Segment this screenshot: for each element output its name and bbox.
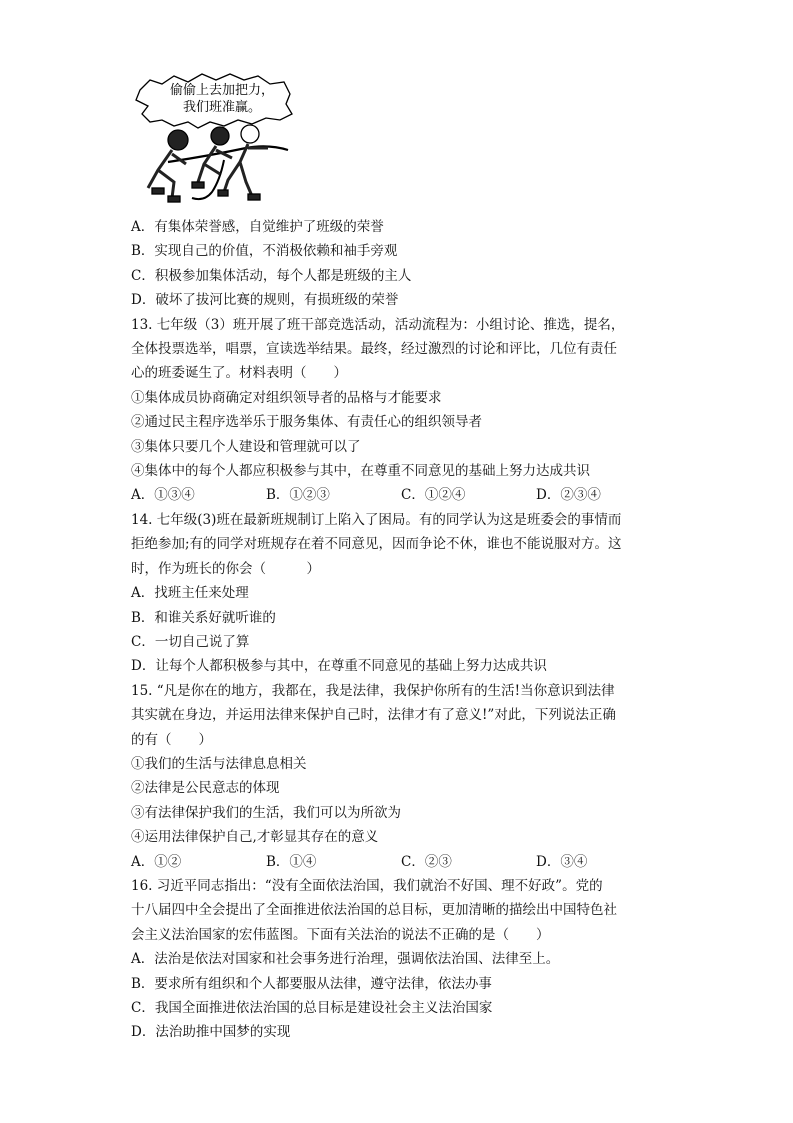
q16-option-b: B．要求所有组织和个人都要服从法律，遵守法律，依法办事: [131, 975, 492, 992]
q15-item-4: ④运用法律保护自己,才彰显其存在的意义: [131, 829, 379, 846]
q12-options: [131, 215, 671, 313]
q15-stem-line: 的有（ ）: [131, 731, 212, 748]
q15-item-1: ①我们的生活与法律息息相关: [131, 755, 307, 772]
q14-option-a: A．找班主任来处理: [131, 585, 249, 602]
q15-stem-line: 15. “凡是你在的地方，我都在，我是法律，我保护你所有的生活!当你意识到法律: [131, 682, 615, 699]
question-14: [131, 508, 671, 679]
q16-option-c: C．我国全面推进依法治国的总目标是建设社会主义法治国家: [131, 1000, 493, 1016]
q13-item-3: ③集体只要几个人建设和管理就可以了: [131, 438, 361, 455]
q15-item-3: ③有法律保护我们的生活，我们可以为所欲为: [131, 804, 401, 821]
q13-option-d: D．②③④: [536, 487, 601, 504]
question-13: [131, 313, 671, 508]
q15-stem-line: 其实就在身边，并运用法律来保护自己时，法律才有了意义!”对此，下列说法正确: [131, 707, 616, 724]
speech-bubble-text: [163, 82, 281, 116]
q14-stem-line: 时，作为班长的你会（ ）: [131, 560, 320, 577]
bubble-line-2: 我们班准赢。: [182, 100, 261, 115]
q15-option-b: B．①④: [266, 853, 317, 870]
q15-option-a: A．①②: [131, 853, 182, 870]
q13-option-a: A．①③④: [131, 487, 195, 504]
q13-item-4: ④集体中的每个人都应积极参与其中，在尊重不同意见的基础上努力达成共识: [131, 463, 590, 480]
q14-stem-line: 14. 七年级(3)班在最新班规制订上陷入了困局。有的同学认为这是班委会的事情而: [131, 511, 622, 528]
q12-option-a: A．有集体荣誉感，自觉维护了班级的荣誉: [131, 219, 384, 235]
q16-stem-line: 16. 习近平同志指出：“没有全面依法治国，我们就治不好国、理不好政”。党的: [131, 877, 603, 894]
bubble-line-1: 偷偷上去加把力，: [169, 83, 274, 98]
q12-option-c: C．积极参加集体活动，每个人都是班级的主人: [131, 267, 412, 284]
q12-option-b: B．实现自己的价值，不消极依赖和袖手旁观: [131, 243, 398, 260]
q13-option-b: B．①②③: [266, 487, 330, 504]
q13-item-2: ②通过民主程序选举乐于服务集体、有责任心的组织领导者: [131, 414, 482, 431]
question-15: [131, 679, 671, 874]
question-content: [131, 215, 671, 1045]
q15-option-c: C．②③: [401, 853, 452, 870]
q16-option-a: A．法治是依法对国家和社会事务进行治理，强调依法治国、法律至上。: [131, 951, 560, 968]
q13-stem-line: 13. 七年级（3）班开展了班干部竞选活动，活动流程为：小组讨论、推选，提名，: [131, 316, 625, 333]
q15-item-2: ②法律是公民意志的体现: [131, 780, 280, 797]
q16-stem-line: 会主义法治国家的宏伟蓝图。下面有关法治的说法不正确的是（ ）: [131, 926, 550, 943]
q14-option-c: C．一切自己说了算: [131, 633, 250, 650]
q14-option-b: B．和谁关系好就听谁的: [131, 609, 276, 626]
q13-stem-line: 全体投票选举，唱票，宣读选举结果。最终，经过激烈的讨论和评比，几位有责任: [131, 341, 617, 358]
q16-stem-line: 十八届四中全会提出了全面推进依法治国的总目标，更加清晰的描绘出中国特色社: [131, 902, 617, 919]
rope: [168, 146, 288, 162]
q13-stem-line: 心的班委诞生了。材料表明（ ）: [131, 365, 347, 382]
q15-options: [131, 850, 671, 874]
q12-option-d: D．破坏了拔河比赛的规则，有损班级的荣誉: [131, 292, 399, 309]
q14-stem-line: 拒绝参加;有的同学对班规存在着不同意见，因而争论不休，谁也不能说服对方。这: [131, 536, 622, 553]
question-16: [131, 874, 671, 1045]
q13-option-c: C．①②④: [401, 487, 466, 504]
q15-option-d: D．③④: [536, 853, 588, 870]
q14-option-d: D．让每个人都积极参与其中，在尊重不同意见的基础上努力达成共识: [131, 658, 547, 675]
q13-item-1: ①集体成员协商确定对组织领导者的品格与才能要求: [131, 389, 442, 406]
q16-option-d: D．法治助推中国梦的实现: [131, 1024, 291, 1041]
q13-options: [131, 483, 671, 507]
